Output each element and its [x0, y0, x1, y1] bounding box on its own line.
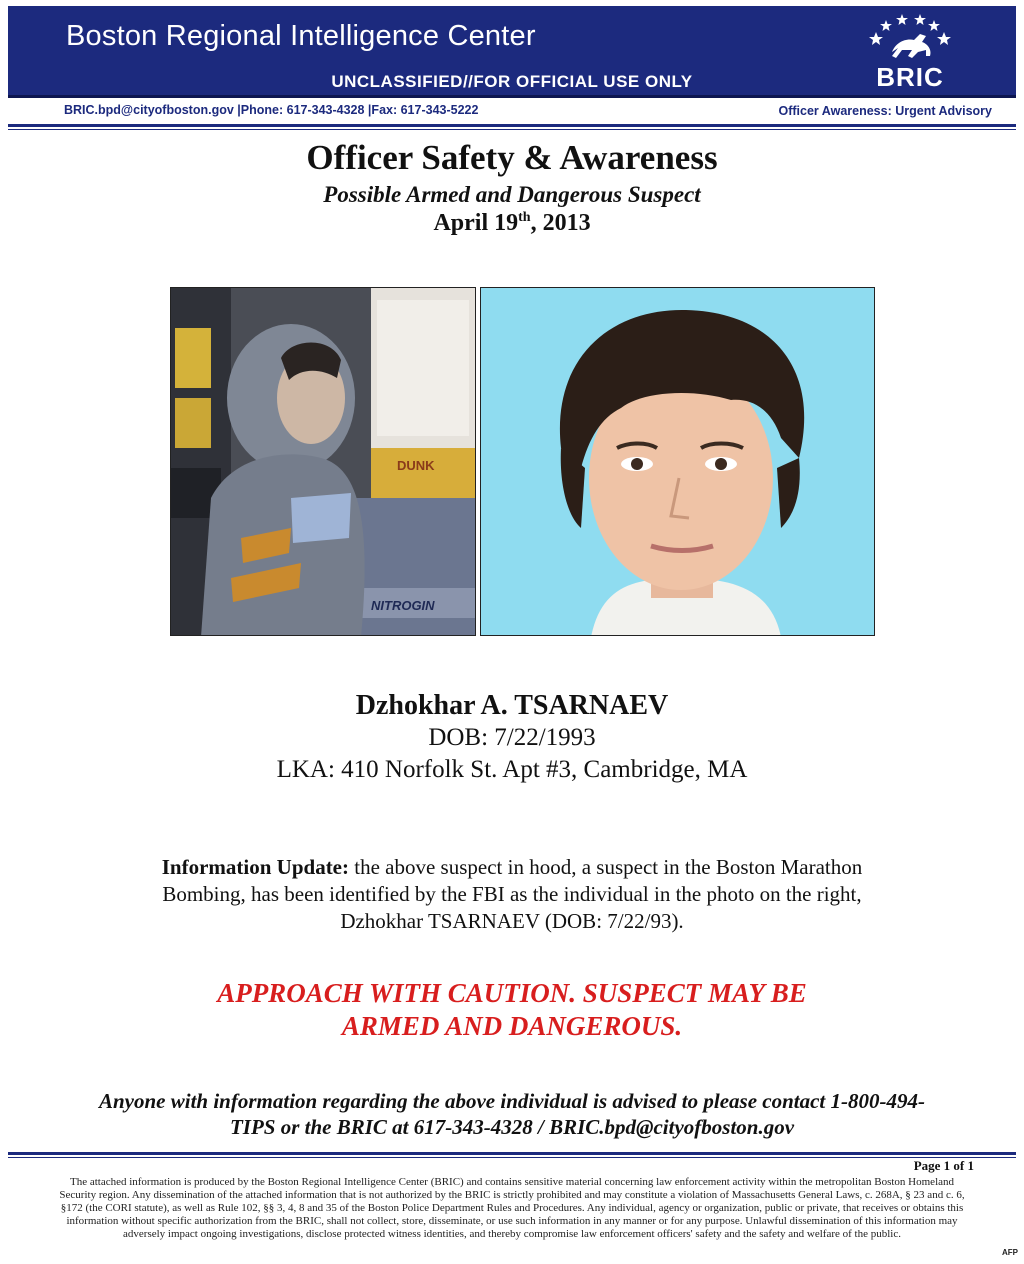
warning-line-1: APPROACH WITH CAUTION. SUSPECT MAY BE — [217, 978, 807, 1008]
bric-logo — [862, 12, 958, 94]
footer-divider-thin — [8, 1157, 1016, 1158]
document-subtitle: Possible Armed and Dangerous Suspect — [323, 182, 701, 207]
id-photo — [480, 287, 875, 636]
nitrogen-text: NITROGIN — [371, 598, 435, 613]
tip-contact — [40, 1088, 984, 1140]
information-update — [150, 854, 874, 935]
afp-watermark: AFP — [1002, 1248, 1018, 1257]
update-label: Information Update: — [161, 855, 349, 879]
header-divider-thin — [8, 129, 1016, 130]
classification-label: UNCLASSIFIED//FOR OFFICIAL USE ONLY — [331, 72, 693, 91]
date-sup: th — [518, 210, 531, 225]
logo-text: BRIC — [876, 62, 944, 92]
update-text: the above suspect in hood, a suspect in the Boston Marathon Bombing, has been identified by the FBI as the individual in the photo on the right, Dzhokhar TSARNAEV (DOB: 7/22/93). — [162, 855, 863, 933]
disclaimer: The attached information is produced by the Boston Regional Intelligence Center (BRIC) and contains sensitive material concerning law enforcement activity within the metropolitan Boston Homeland Security region. Any dissemination of the attached information that is not authorized by the BRIC is strictly prohibited and may constitute a violation of Massachusetts General Laws, c. 268A, § 23 and c. 6, §172 (the CORI statute), as well as Rule 102, §§ 3, 4, 8 and 35 of the Boston Police Department Rules and Procedures. Any individual, agency or organization, public or private, that receives or obtains this information without specific authorization from the BRIC, shall not collect, store, disseminate, or use such information in any manner or for any purpose. Unlawful dissemination of this information may adversely impact ongoing investigations, disclose protected witness identities, and thereby compromise law enforcement officers' safety and the safety and welfare of the public. — [59, 1176, 965, 1240]
page-number: Page 1 of 1 — [913, 1158, 974, 1173]
sign-text: DUNK — [397, 458, 435, 473]
date-suffix: , 2013 — [530, 210, 591, 236]
suspect-name: Dzhokhar A. TSARNAEV — [355, 690, 669, 721]
header-banner — [8, 6, 1016, 98]
warning-line-2: ARMED AND DANGEROUS. — [341, 1011, 683, 1041]
header-divider — [8, 124, 1016, 127]
document-date — [0, 210, 1024, 237]
contact-bar — [8, 99, 1016, 123]
tip-line-1: Anyone with information regarding the above individual is advised to please contact 1-800-494- — [98, 1089, 925, 1113]
org-name: Boston Regional Intelligence Center — [66, 20, 536, 52]
suspect-dob: DOB: 7/22/1993 — [428, 724, 596, 751]
date-prefix: April 19 — [433, 210, 519, 236]
contact-details: BRIC.bpd@cityofboston.gov |Phone: 617-343-4328 |Fax: 617-343-5222 — [64, 103, 479, 117]
tip-line-2: TIPS or the BRIC at 617-343-4328 / BRIC.bpd@cityofboston.gov — [229, 1115, 795, 1139]
surveillance-photo — [170, 287, 476, 636]
suspect-lka: LKA: 410 Norfolk St. Apt #3, Cambridge, MA — [276, 756, 748, 783]
caution-warning — [150, 977, 874, 1043]
advisory-label: Officer Awareness: Urgent Advisory — [778, 104, 992, 118]
document-title: Officer Safety & Awareness — [306, 138, 718, 177]
footer-divider — [8, 1152, 1016, 1155]
